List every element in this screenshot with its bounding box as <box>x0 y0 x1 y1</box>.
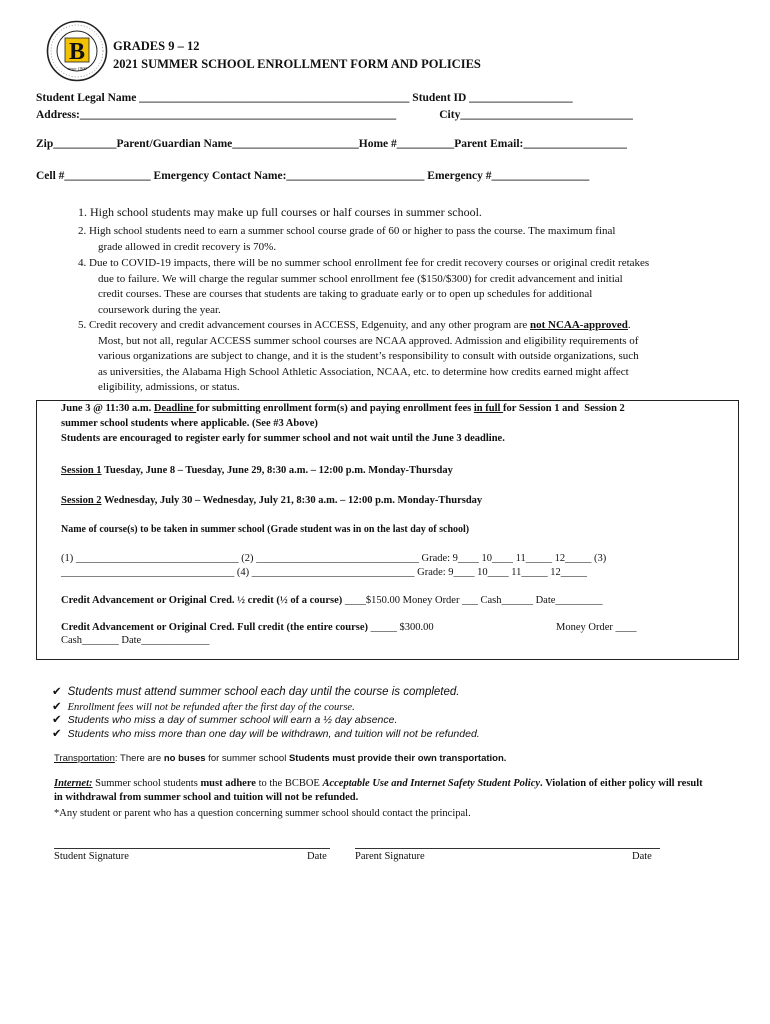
internet-text: Summer school students <box>92 778 201 789</box>
policy-4 <box>78 256 728 318</box>
internet-policy-line1 <box>54 778 703 789</box>
parent-signature-line[interactable] <box>355 848 660 849</box>
seal-icon <box>46 20 108 82</box>
policy-4-line1: 4. Due to COVID-19 impacts, there will be no summer school enrollment fee for credit recovery courses or original credit retakes <box>78 257 650 269</box>
deadline-line1 <box>61 403 625 414</box>
policy-5-line3: various organizations are subject to change, and it is the student’s responsibility to consult with outside organizations, such <box>98 350 639 362</box>
transportation-text: : There are <box>114 753 164 764</box>
session-2 <box>61 495 482 506</box>
no-buses: no buses <box>163 753 206 764</box>
transportation-note <box>54 753 506 764</box>
principal-contact-note: *Any student or parent who has a question concerning summer school should contact the principal. <box>54 808 471 819</box>
checkmark-icon: ✔ <box>52 728 62 740</box>
acceptable-use-policy: Acceptable Use and Internet Safety Student Policy <box>322 778 541 789</box>
courses-heading: Name of course(s) to be taken in summer school (Grade student was in on the last day of school) <box>61 524 470 535</box>
full-credit-fee[interactable]: _____ $300.00 <box>370 622 434 633</box>
full-credit-line[interactable] <box>61 622 434 633</box>
deadline-date: June 3 @ 11:30 a.m. <box>61 403 154 414</box>
transportation-text: for summer school <box>205 753 289 764</box>
deadline-sessions: for Session 1 and Session 2 <box>503 403 625 414</box>
policy-4-line3: credit courses. These are courses that students are taking to graduate early or to open up schedules for additional <box>98 288 593 300</box>
internet-text: to the BCBOE <box>255 778 323 789</box>
checkmark-icon: ✔ <box>52 714 62 726</box>
half-credit-line[interactable] <box>61 595 603 606</box>
session-2-dates: Wednesday, July 30 – Wednesday, July 21, 8:30 a.m. – 12:00 p.m. Monday-Thursday <box>101 495 483 506</box>
session-2-label: Session 2 <box>61 495 102 506</box>
checklist-text: Students who miss a day of summer school will earn a ½ day absence. <box>67 714 398 726</box>
internet-policy-line2: in withdrawal from summer school and tuition will not be refunded. <box>54 792 359 803</box>
checkmark-icon: ✔ <box>52 701 62 713</box>
emergency-contact-line[interactable]: Cell #_______________ Emergency Contact Name:________________________ Emergency #_________________ <box>36 170 590 182</box>
checklist-text: Students who miss more than one day will be withdrawn, and tuition will not be refunded. <box>67 728 480 740</box>
policy-5-line4: as universities, the Alabama High School Athletic Association, NCAA, etc. to determine how credits earned might affect <box>98 365 629 378</box>
course-line-2[interactable]: _________________________________ (4) _______________________________ Grade: 9____ 10____ 11_____ 12_____ <box>61 567 588 578</box>
session-1 <box>61 465 453 476</box>
policy-5-period: . <box>627 319 631 331</box>
deadline-word: Deadline <box>153 403 197 414</box>
student-signature-label: Student Signature <box>54 851 129 862</box>
half-credit-fields[interactable]: ____$150.00 Money Order ___ Cash______ Date_________ <box>344 595 603 606</box>
deadline-text: for submitting enrollment form(s) and paying enrollment fees <box>196 403 474 414</box>
policy-5 <box>78 318 728 396</box>
session-1-label: Session 1 <box>61 465 102 476</box>
session-1-dates: Tuesday, June 8 – Tuesday, June 29, 8:30 a.m. – 12:00 p.m. Monday-Thursday <box>101 465 453 476</box>
student-date-label: Date <box>307 851 327 862</box>
not-ncaa-approved: not NCAA-approved <box>529 319 628 331</box>
policy-5-line2: Most, but not all, regular ACCESS summer school courses are NCAA approved. Admission and eligibility requirements of <box>98 334 639 347</box>
parent-date-label: Date <box>632 851 652 862</box>
district-logo <box>46 20 108 82</box>
checklist-item <box>52 726 480 740</box>
internet-label: Internet: <box>54 778 93 789</box>
full-credit-money-order[interactable]: Money Order ____ <box>556 622 637 633</box>
full-credit-cash-date[interactable]: Cash_______ Date_____________ <box>61 635 210 646</box>
must-adhere: must adhere <box>200 778 256 789</box>
zip-parent-line[interactable]: Zip___________Parent/Guardian Name______________________Home #__________Parent Email:__________________ <box>36 138 627 150</box>
form-title: 2021 SUMMER SCHOOL ENROLLMENT FORM AND POLICIES <box>113 57 481 71</box>
policy-2-line2: grade allowed in credit recovery is 70%. <box>98 240 277 253</box>
checklist-item <box>52 684 459 698</box>
transportation-label: Transportation <box>54 753 115 764</box>
policy-4-line2: due to failure. We will charge the regular summer school enrollment fee ($150/$300) for credit advancement and initial <box>98 272 623 285</box>
policy-5-line1 <box>78 319 631 331</box>
half-credit-label: Credit Advancement or Original Cred. ½ credit (½ of a course) <box>61 595 345 606</box>
grades-heading: GRADES 9 – 12 <box>113 39 200 53</box>
student-name-id-line[interactable]: Student Legal Name _______________________________________________ Student ID __________________ <box>36 92 573 104</box>
policy-5-text: 5. Credit recovery and credit advancement courses in ACCESS, Edgenuity, and any other program are <box>78 319 530 331</box>
logo-letter: B <box>68 39 86 65</box>
parent-signature-label: Parent Signature <box>355 851 425 862</box>
logo-since: since 1900 <box>67 66 87 71</box>
checklist-item <box>52 712 397 726</box>
checklist-text: Enrollment fees will not be refunded after the first day of the course. <box>67 702 355 713</box>
address-city-line[interactable]: Address:_______________________________________________________ City______________________________ <box>36 109 633 121</box>
deadline-line2: summer school students where applicable. (See #3 Above) <box>61 418 318 429</box>
full-credit-label: Credit Advancement or Original Cred. Full credit (the entire course) <box>61 622 371 633</box>
policy-4-line4: coursework during the year. <box>98 303 221 316</box>
violation-text: . Violation of either policy will result <box>540 778 703 789</box>
register-early-note: Students are encouraged to register early for summer school and not wait until the June 3 deadline. <box>61 433 505 444</box>
checklist-item <box>52 699 355 713</box>
checkmark-icon: ✔ <box>52 686 62 698</box>
student-signature-line[interactable] <box>54 848 330 849</box>
in-full-word: in full <box>473 403 504 414</box>
own-transportation: Students must provide their own transportation. <box>288 753 507 764</box>
course-line-1[interactable]: (1) _______________________________ (2) _______________________________ Grade: 9____ 10____ 11_____ 12_____ (3) <box>61 553 607 564</box>
policy-2-line1: 2. High school students need to earn a summer school course grade of 60 or higher to pass the course. The maximum final <box>78 225 616 237</box>
policy-1: 1. High school students may make up full courses or half courses in summer school. <box>78 205 482 219</box>
policy-5-line5: eligibility, admissions, or status. <box>98 381 240 393</box>
checklist-text: Students must attend summer school each day until the course is completed. <box>67 686 460 698</box>
policy-2 <box>78 224 728 255</box>
